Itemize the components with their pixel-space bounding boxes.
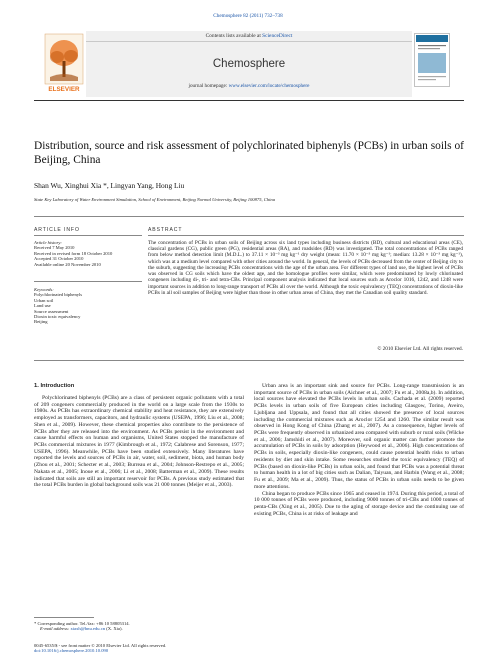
article-history <box>34 240 142 267</box>
history-item: Received in revised form 18 October 2010 <box>34 250 113 256</box>
history-label: Article history: <box>34 240 62 245</box>
elsevier-wordmark: ELSEVIER <box>48 86 80 93</box>
info-heading-rule <box>34 235 142 236</box>
history-item: Received 7 May 2010 <box>34 245 75 251</box>
journal-masthead <box>86 31 412 97</box>
doi-link[interactable]: doi:10.1016/j.chemosphere.2010.10.090 <box>34 648 109 654</box>
footer-identifiers <box>34 643 244 654</box>
section-heading-introduction: 1. Introduction <box>34 383 75 389</box>
body-paragraph: Polychlorinated biphenyls (PCBs) are a class of persistent organic pollutants with a total of 209 congeners commercially produced in the world on a large scale from the 1930s to 1980s. As PCBs has extraordinary chemical stability and heat resistance, they are extensively employed as transformers, capacitors, and hydraulic systems (USEPA, 1996; Liu et al., 2008; Shen et al., 2009). However, these chemical properties also contribute to the persistence of PCBs after they are released into the environment. As PCBs persist in the environment and cause harmful effects on human and organisms, United States stopped the manufacture of PCBs commercial mixtures in 1977 (Kimbrough et al., 1972; Calabrese and Sorenson, 1977; USEPA, 1996). Meanwhile, PCBs have been studied extensively. Many literatures have reported the levels and sources of PCBs in air, water, soil, sediment, biota, and human body (Zhou et al., 2001; Schecter et al., 2003; Burreau et al., 2004; Johnson-Restrepo et al., 2005; Nakata et al., 2005; Inoue et al., 2006; Li et al., 2008; Batterman et al., 2009). These results indicated that soils are still an important reservoir for PCBs. A previous study estimated that the total PCBs burden in global background soils was 21 000 tonnes (Meijer et al., 2003). <box>34 395 244 489</box>
keyword-item: Dioxin toxic equivalency <box>34 314 81 320</box>
history-item: Accepted 31 October 2010 <box>34 256 84 262</box>
elsevier-logo[interactable] <box>44 33 84 95</box>
corresponding-author-footnote <box>34 621 244 632</box>
email-line <box>34 626 244 631</box>
keyword-item: Land use <box>34 303 51 309</box>
contents-prefix: Contents lists available at <box>205 33 263 39</box>
article-title: Distribution, source and risk assessment of polychlorinated biphenyls (PCBs) in urban soils of Beijing, China <box>34 140 464 166</box>
contents-line <box>86 31 412 42</box>
keyword-item: Urban soil <box>34 297 54 303</box>
journal-reference[interactable]: Chemosphere 82 (2011) 732–738 <box>213 13 283 19</box>
article-info-heading: ARTICLE INFO <box>34 227 80 233</box>
sciencedirect-link[interactable]: ScienceDirect <box>262 33 293 39</box>
email-link[interactable]: xiaxh@bnu.edu.cn <box>70 626 106 632</box>
author-list: Shan Wu, Xinghui Xia *, Lingyan Yang, Hong Liu <box>34 181 185 190</box>
keyword-item: Polychlorinated biphenyls <box>34 292 83 298</box>
author-affiliation: State Key Laboratory of Water Environment Simulation, School of Environment, Beijing Normal University, Beijing 100875, China <box>34 197 276 202</box>
body-paragraph: Urban area is an important sink and source for PCBs. Long-range transmission is an important source of PCBs in urban soils (Aichner et al., 2007; Fu et al., 2008a,b). In addition, local sources have elevated the PCBs levels in urban soils. Cachada et al. (2009) reported PCBs levels in urban soils of five European cities including Glasgow, Torino, Aveiro, Ljubljana and Uppsala, and found that all cities showed the presence of local sources including the commercial mixtures such as Aroclor 1254 and 1260. The similar result was observed in Hong Kong of China (Zhang et al., 2007). As a consequence, higher levels of PCBs were frequently observed in urbanized area compared with suburb or rural soils (Wilcke et al., 2006; Jamshidi et al., 2007). Moreover, soil organic matter can further promote the accumulation of PCBs in soils by adsorption (Heywood et al., 2006). High concentrations of PCBs in soils, especially dioxin-like congeners, could cause potential health risks to urban residents by diet and skin intake. Some researches studied the toxic equivalency (TEQ) of PCBs (based on dioxin-like PCBs) in urban soils, and found that PCBs was a potential threat to human health in a lot of big cities such as Dalian, Taiyuan, and Harbin (Wang et al., 2008; Fu et al., 2009; Ma et al., 2009). Thus, the status of PCBs in urban soils needs to be given more attentions. <box>254 383 464 490</box>
abstract-text: The concentration of PCBs in urban soils of Beijing across six land types including business districts (BD), cultural and educational areas (CE), classical gardens (CG), public green (PG), residential areas (RA), and roadsides (RD) was investigated. The total concentrations of PCBs ranged from below method detection limit (M.D.L.) to 37.11 × 10⁻³ mg kg⁻¹ dry weight (mean: 11.70 × 10⁻³ mg kg⁻¹; median: 13.28 × 10⁻³ mg kg⁻¹), which was at a medium level compared with other cities around the world. In general, the levels of PCBs decreased from the center of Beijing city to the suburb, suggesting the increasing PCBs concentrations with the age of the urban area. For different types of land use, the highest level of PCBs was observed in CG soils which have the oldest age, and the homologue profiles were similar, which were predominated by lowly chlorinated congeners including di-, tri- and tetra-CBs. Principal component analysis indicated that local sources such as Aroclor 1016, 1242, and 1248 were important sources in addition to long-range transport of PCBs all over the world. Although the toxic equivalency (TEQ) concentrations of dioxin-like PCBs in all soil samples of Beijing were higher than those in other urban areas of China, they met the Canadian soil quality standard. <box>148 240 463 296</box>
masthead-rule <box>34 100 464 101</box>
corresponding-author-line: * Corresponding author. Tel./fax: +86 10 58805314. <box>34 621 130 626</box>
footnote-rule <box>34 617 94 618</box>
body-column-left <box>34 395 244 489</box>
journal-homepage <box>86 83 412 89</box>
cover-image-icon <box>414 33 450 87</box>
journal-name: Chemosphere <box>212 58 286 70</box>
keyword-item: Source assessment <box>34 308 69 314</box>
abstract-end-rule <box>34 360 464 361</box>
keywords-label: Keywords: <box>34 287 54 292</box>
copyright-notice: © 2010 Elsevier Ltd. All rights reserved. <box>377 346 463 352</box>
email-label: E-mail address: <box>40 626 71 632</box>
abstract-heading: ABSTRACT <box>148 227 183 233</box>
email-suffix: (X. Xia). <box>105 626 123 632</box>
history-item: Available online 20 November 2010 <box>34 261 101 267</box>
keywords <box>34 287 142 325</box>
keyword-item: Beijing <box>34 319 48 325</box>
homepage-link[interactable]: www.elsevier.com/locate/chemosphere <box>228 83 310 89</box>
abstract-heading-rule <box>148 235 464 236</box>
history-rule <box>34 281 142 282</box>
body-column-right <box>254 383 464 517</box>
issn-line: 0045-6535/$ - see front matter © 2010 Elsevier Ltd. All rights reserved. <box>34 643 167 648</box>
homepage-prefix: journal homepage: <box>188 83 229 89</box>
title-rule <box>34 216 464 217</box>
journal-cover-thumbnail[interactable] <box>414 33 450 87</box>
body-paragraph: China began to produce PCBs since 1965 and ceased in 1974. During this period, a total of 10 000 tonnes of PCBs were produced, including 9000 tonnes of tri-CBs and 1000 tonnes of penta-CBs (Xing et al., 2005). Due to the aging of storage device and the continuing use of existing PCBs, China is at risks of leakage and <box>254 490 464 517</box>
